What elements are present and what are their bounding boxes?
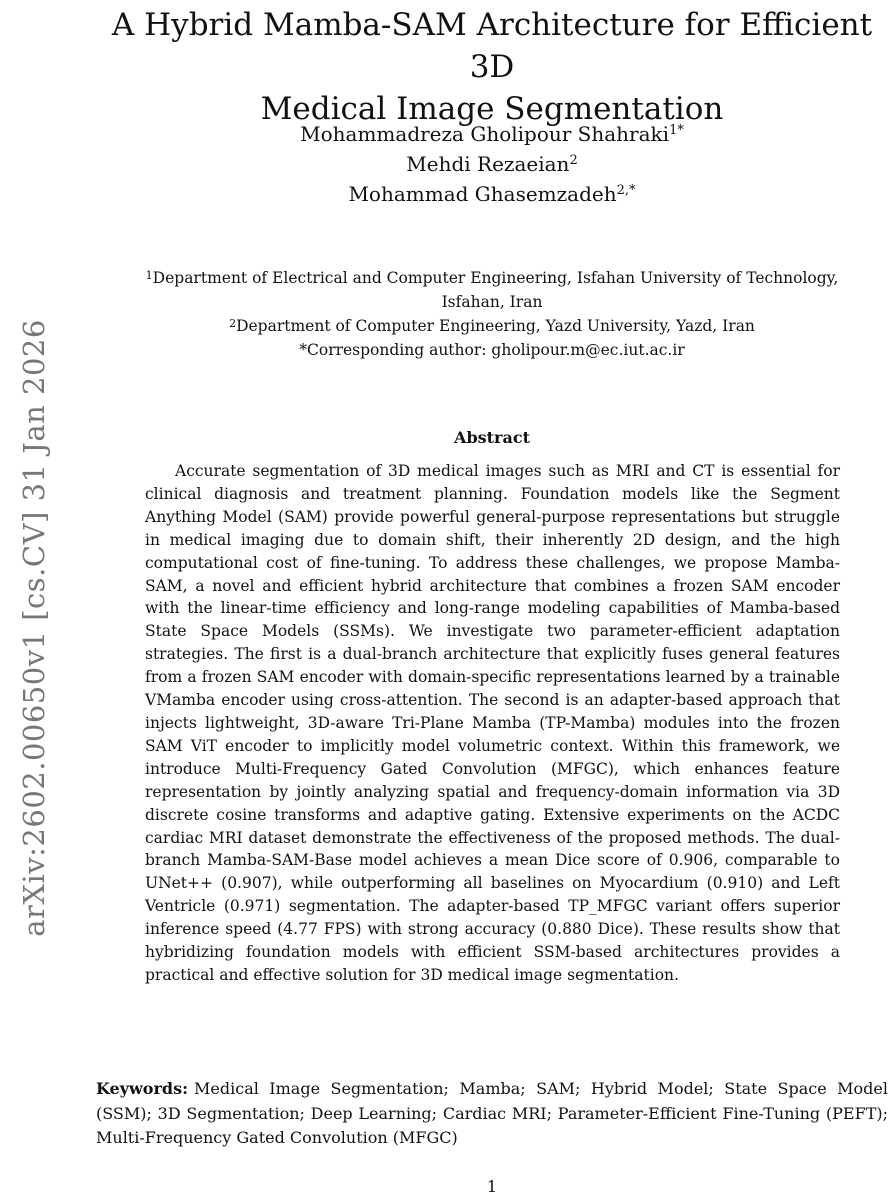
author-2 <box>96 149 888 179</box>
keywords-label: Keywords: <box>96 1079 189 1098</box>
abstract-heading: Abstract <box>454 428 530 447</box>
author-affiliation-mark: 1* <box>669 123 684 138</box>
arxiv-identifier-stamp: arXiv:2602.00650v1 [cs.CV] 31 Jan 2026 <box>17 319 51 937</box>
affiliation-1-mark: 1 <box>145 269 153 282</box>
author-affiliation-mark: 2,* <box>616 183 636 198</box>
affiliation-1-line-2: Isfahan, Iran <box>441 293 543 311</box>
title-line-1: A Hybrid Mamba-SAM Architecture for Efficient 3D <box>111 7 873 85</box>
author-1 <box>96 119 888 149</box>
author-list <box>96 119 888 209</box>
author-3 <box>96 179 888 209</box>
affiliation-1-text: Department of Electrical and Computer Engineering, Isfahan University of Technology, <box>152 269 839 287</box>
corresponding-author: *Corresponding author: gholipour.m@ec.iut.ac.ir <box>299 341 685 359</box>
affiliation-2-mark: 2 <box>229 317 237 330</box>
paper-title <box>96 4 888 130</box>
author-affiliation-mark: 2 <box>569 153 578 168</box>
affiliation-2-text: Department of Computer Engineering, Yazd University, Yazd, Iran <box>236 317 755 335</box>
affiliations <box>96 266 888 362</box>
affiliation-1-line-1 <box>96 266 888 290</box>
author-name: Mehdi Rezaeian <box>406 152 570 176</box>
page-number: 1 <box>486 1177 498 1196</box>
keywords <box>96 1077 888 1151</box>
author-name: Mohammad Ghasemzadeh <box>348 182 617 206</box>
author-name: Mohammadreza Gholipour Shahraki <box>300 122 670 146</box>
keywords-text: Medical Image Segmentation; Mamba; SAM; Hybrid Model; State Space Model (SSM); 3D Segmentation; Deep Learning; Cardiac MRI; Parameter-Efficient Fine-Tuning (PEFT); Multi-Frequency Gated Convolution (MFGC) <box>96 1079 888 1147</box>
title-line-2: Medical Image Segmentation <box>260 91 724 127</box>
affiliation-2 <box>96 314 888 338</box>
abstract-body: Accurate segmentation of 3D medical images such as MRI and CT is essential for clinical diagnosis and treatment planning. Foundation models like the Segment Anything Model (SAM) provide powerful general-purpose representations but struggle in medical imaging due to domain shift, their inherently 2D design, and the high computational cost of fine-tuning. To address these challenges, we propose Mamba-SAM, a novel and efficient hybrid architecture that combines a frozen SAM encoder with the linear-time efficiency and long-range modeling capabilities of Mamba-based State Space Models (SSMs). We investigate two parameter-efficient adaptation strategies. The first is a dual-branch architecture that explicitly fuses general features from a frozen SAM encoder with domain-specific representations learned by a trainable VMamba encoder using cross-attention. The second is an adapter-based approach that injects lightweight, 3D-aware Tri-Plane Mamba (TP-Mamba) modules into the frozen SAM ViT encoder to implicitly model volumetric context. Within this framework, we introduce Multi-Frequency Gated Convolution (MFGC), which enhances feature representation by jointly analyzing spatial and frequency-domain information via 3D discrete cosine transforms and adaptive gating. Extensive experiments on the ACDC cardiac MRI dataset demonstrate the effectiveness of the proposed methods. The dual-branch Mamba-SAM-Base model achieves a mean Dice score of 0.906, comparable to UNet++ (0.907), while outperforming all baselines on Myocardium (0.910) and Left Ventricle (0.971) segmentation. The adapter-based TP_MFGC variant offers superior inference speed (4.77 FPS) with strong accuracy (0.880 Dice). These results show that hybridizing foundation models with efficient SSM-based architectures provides a practical and effective solution for 3D medical image segmentation. <box>145 462 840 984</box>
